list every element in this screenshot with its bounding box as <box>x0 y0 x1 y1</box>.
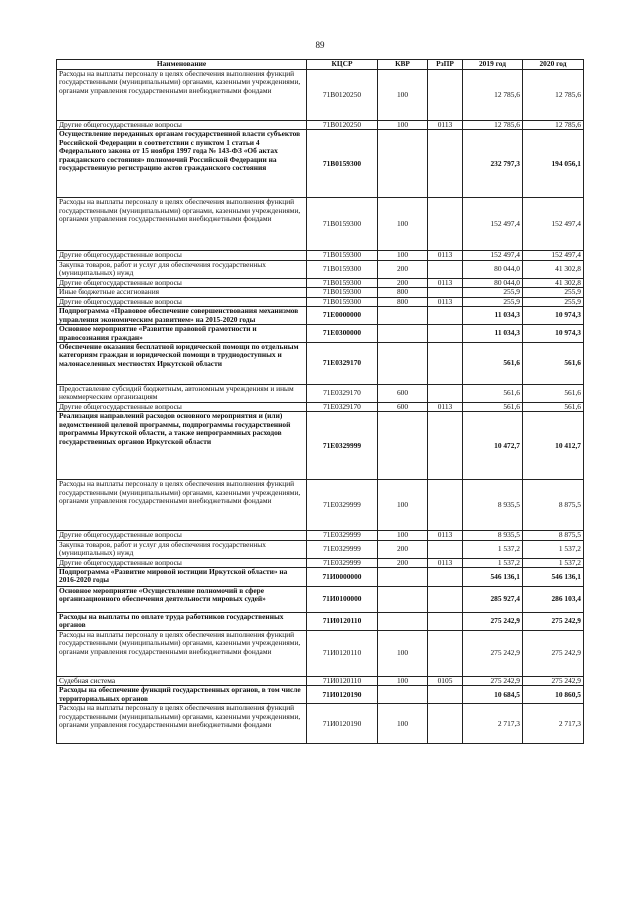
cell-code: 71В0159300 <box>307 130 378 198</box>
cell-name: Предоставление субсидий бюджетным, автономным учреждениям и иным некоммерческим организациям <box>57 384 307 402</box>
cell-name: Расходы на выплаты персоналу в целях обеспечения выполнения функций государственными (муниципальными) органами, казенными учреждениями, органами управления государственными внебюджетными фондами <box>57 198 307 251</box>
cell-code: 71И0000000 <box>307 568 378 587</box>
table-row <box>57 325 584 343</box>
table-row <box>57 631 584 677</box>
cell-v2020: 152 497,4 <box>523 198 584 251</box>
header-kvr: КВР <box>378 60 428 70</box>
table-row <box>57 412 584 480</box>
header-rzpr: РзПР <box>428 60 463 70</box>
cell-v2020: 275 242,9 <box>523 677 584 686</box>
cell-v2020: 561,6 <box>523 384 584 402</box>
table-row <box>57 198 584 251</box>
cell-kvr: 800 <box>378 297 428 306</box>
cell-kvr <box>378 325 428 343</box>
cell-name: Другие общегосударственные вопросы <box>57 558 307 567</box>
cell-kvr: 200 <box>378 558 428 567</box>
table-row <box>57 704 584 744</box>
table-row <box>57 288 584 297</box>
cell-rzpr <box>428 307 463 325</box>
cell-kvr: 100 <box>378 704 428 744</box>
cell-v2019: 561,6 <box>463 384 523 402</box>
cell-v2019: 12 785,6 <box>463 121 523 130</box>
table-row <box>57 130 584 198</box>
cell-code: 71Е0000000 <box>307 307 378 325</box>
cell-v2020: 1 537,2 <box>523 540 584 558</box>
page-number: 89 <box>315 40 325 50</box>
cell-v2020: 8 875,5 <box>523 480 584 531</box>
cell-rzpr <box>428 587 463 613</box>
cell-kvr: 600 <box>378 384 428 402</box>
cell-name: Расходы на выплаты персоналу в целях обеспечения выполнения функций государственными (муниципальными) органами, казенными учреждениями, органами управления государственными внебюджетными фондами <box>57 631 307 677</box>
cell-v2020: 10 974,3 <box>523 325 584 343</box>
cell-kvr: 600 <box>378 402 428 411</box>
cell-v2019: 80 044,0 <box>463 260 523 278</box>
cell-rzpr <box>428 384 463 402</box>
table-row <box>57 686 584 704</box>
cell-name: Другие общегосударственные вопросы <box>57 278 307 287</box>
cell-name: Основное мероприятие «Осуществление полномочий в сфере организационного обеспечения деятельности мировых судей» <box>57 587 307 613</box>
cell-v2019: 561,6 <box>463 342 523 384</box>
cell-name: Судебная система <box>57 677 307 686</box>
cell-name: Реализация направлений расходов основного мероприятия и (или) ведомственной целевой программы, подпрограммы государственной программы Иркутской области, а также непрограммных расходов государственных органов Иркутской области <box>57 412 307 480</box>
cell-code: 71В0159300 <box>307 297 378 306</box>
cell-v2020: 194 056,1 <box>523 130 584 198</box>
cell-rzpr: 0113 <box>428 558 463 567</box>
table-row <box>57 260 584 278</box>
cell-v2020: 286 103,4 <box>523 587 584 613</box>
cell-code: 71В0159300 <box>307 198 378 251</box>
cell-v2019: 285 927,4 <box>463 587 523 613</box>
cell-code: 71В0120250 <box>307 121 378 130</box>
cell-name: Расходы на выплаты по оплате труда работников государственных органов <box>57 613 307 631</box>
cell-v2020: 255,9 <box>523 288 584 297</box>
cell-rzpr <box>428 288 463 297</box>
cell-v2019: 8 935,5 <box>463 531 523 540</box>
cell-rzpr: 0113 <box>428 251 463 260</box>
cell-kvr <box>378 412 428 480</box>
cell-name: Закупка товаров, работ и услуг для обеспечения государственных (муниципальных) нужд <box>57 540 307 558</box>
table-row <box>57 540 584 558</box>
cell-kvr <box>378 307 428 325</box>
cell-kvr: 100 <box>378 631 428 677</box>
cell-v2019: 1 537,2 <box>463 558 523 567</box>
cell-v2019: 275 242,9 <box>463 677 523 686</box>
table-header-row <box>57 60 584 70</box>
cell-name: Другие общегосударственные вопросы <box>57 402 307 411</box>
cell-kvr: 200 <box>378 278 428 287</box>
header-2019: 2019 год <box>463 60 523 70</box>
cell-name: Осуществление переданных органам государственной власти субъектов Российской Федерации в соответствии с пунктом 1 статьи 4 Федерального закона от 15 ноября 1997 года № 143-ФЗ «Об актах гражданского состояния» полномочий Российской Федерации на государственную регистрацию актов гражданского состояния <box>57 130 307 198</box>
cell-v2020: 152 497,4 <box>523 251 584 260</box>
cell-code: 71Е0329170 <box>307 402 378 411</box>
cell-rzpr: 0105 <box>428 677 463 686</box>
cell-kvr: 100 <box>378 531 428 540</box>
cell-v2020: 1 537,2 <box>523 558 584 567</box>
cell-name: Расходы на выплаты персоналу в целях обеспечения выполнения функций государственными (муниципальными) органами, казенными учреждениями, органами управления государственными внебюджетными фондами <box>57 704 307 744</box>
table-row <box>57 587 584 613</box>
cell-code: 71В0159300 <box>307 288 378 297</box>
cell-name: Расходы на выплаты персоналу в целях обеспечения выполнения функций государственными (муниципальными) органами, казенными учреждениями, органами управления государственными внебюджетными фондами <box>57 70 307 121</box>
cell-name: Другие общегосударственные вопросы <box>57 251 307 260</box>
cell-v2019: 152 497,4 <box>463 198 523 251</box>
cell-rzpr: 0113 <box>428 121 463 130</box>
cell-v2020: 41 302,8 <box>523 260 584 278</box>
cell-name: Основное мероприятие «Развитие правовой грамотности и правосознания граждан» <box>57 325 307 343</box>
cell-v2019: 11 034,3 <box>463 307 523 325</box>
cell-kvr: 100 <box>378 121 428 130</box>
cell-v2019: 10 472,7 <box>463 412 523 480</box>
cell-v2019: 546 136,1 <box>463 568 523 587</box>
cell-kvr: 200 <box>378 260 428 278</box>
cell-rzpr <box>428 704 463 744</box>
cell-kvr <box>378 686 428 704</box>
cell-rzpr: 0113 <box>428 402 463 411</box>
cell-kvr: 800 <box>378 288 428 297</box>
cell-code: 71В0120250 <box>307 70 378 121</box>
cell-kvr <box>378 130 428 198</box>
table-row <box>57 613 584 631</box>
cell-code: 71Е0329999 <box>307 558 378 567</box>
cell-rzpr <box>428 686 463 704</box>
cell-v2020: 561,6 <box>523 342 584 384</box>
header-name: Наименование <box>57 60 307 70</box>
cell-code: 71Е0329999 <box>307 412 378 480</box>
cell-code: 71В0159300 <box>307 278 378 287</box>
cell-rzpr <box>428 130 463 198</box>
cell-kvr: 100 <box>378 480 428 531</box>
cell-rzpr <box>428 480 463 531</box>
cell-v2019: 11 034,3 <box>463 325 523 343</box>
cell-name: Другие общегосударственные вопросы <box>57 297 307 306</box>
cell-v2020: 275 242,9 <box>523 631 584 677</box>
cell-v2019: 80 044,0 <box>463 278 523 287</box>
cell-code: 71Е0300000 <box>307 325 378 343</box>
cell-kvr <box>378 587 428 613</box>
cell-name: Подпрограмма «Развитие мировой юстиции Иркутской области» на 2016-2020 годы <box>57 568 307 587</box>
cell-code: 71И0120190 <box>307 704 378 744</box>
cell-v2020: 2 717,3 <box>523 704 584 744</box>
cell-name: Расходы на обеспечение функций государственных органов, в том числе территориальных органов <box>57 686 307 704</box>
header-kcsr: КЦСР <box>307 60 378 70</box>
table-row <box>57 70 584 121</box>
table-row <box>57 480 584 531</box>
cell-name: Другие общегосударственные вопросы <box>57 121 307 130</box>
cell-rzpr: 0113 <box>428 531 463 540</box>
cell-code: 71И0120190 <box>307 686 378 704</box>
table-row <box>57 384 584 402</box>
cell-v2019: 275 242,9 <box>463 631 523 677</box>
cell-rzpr <box>428 198 463 251</box>
cell-v2019: 8 935,5 <box>463 480 523 531</box>
cell-code: 71Е0329170 <box>307 342 378 384</box>
cell-v2020: 8 875,5 <box>523 531 584 540</box>
budget-table <box>56 59 584 744</box>
cell-v2020: 10 860,5 <box>523 686 584 704</box>
cell-code: 71В0159300 <box>307 251 378 260</box>
cell-v2020: 546 136,1 <box>523 568 584 587</box>
cell-v2019: 152 497,4 <box>463 251 523 260</box>
cell-rzpr <box>428 70 463 121</box>
cell-v2019: 1 537,2 <box>463 540 523 558</box>
cell-name: Иные бюджетные ассигнования <box>57 288 307 297</box>
table-row <box>57 568 584 587</box>
cell-rzpr <box>428 613 463 631</box>
cell-v2020: 41 302,8 <box>523 278 584 287</box>
cell-code: 71И0120110 <box>307 613 378 631</box>
cell-code: 71Е0329999 <box>307 540 378 558</box>
header-2020: 2020 год <box>523 60 584 70</box>
cell-v2020: 255,9 <box>523 297 584 306</box>
cell-v2019: 275 242,9 <box>463 613 523 631</box>
cell-name: Расходы на выплаты персоналу в целях обеспечения выполнения функций государственными (муниципальными) органами, казенными учреждениями, органами управления государственными внебюджетными фондами <box>57 480 307 531</box>
cell-v2020: 275 242,9 <box>523 613 584 631</box>
cell-v2020: 561,6 <box>523 402 584 411</box>
cell-v2020: 10 412,7 <box>523 412 584 480</box>
cell-rzpr <box>428 342 463 384</box>
cell-v2019: 2 717,3 <box>463 704 523 744</box>
table-body <box>57 70 584 744</box>
cell-code: 71И0120110 <box>307 677 378 686</box>
cell-kvr: 100 <box>378 198 428 251</box>
cell-code: 71И0100000 <box>307 587 378 613</box>
cell-name: Другие общегосударственные вопросы <box>57 531 307 540</box>
cell-rzpr <box>428 631 463 677</box>
cell-kvr <box>378 613 428 631</box>
cell-rzpr: 0113 <box>428 297 463 306</box>
cell-v2019: 12 785,6 <box>463 70 523 121</box>
table-row <box>57 307 584 325</box>
cell-v2019: 10 684,5 <box>463 686 523 704</box>
cell-rzpr <box>428 412 463 480</box>
cell-rzpr <box>428 260 463 278</box>
cell-rzpr <box>428 540 463 558</box>
cell-code: 71И0120110 <box>307 631 378 677</box>
cell-kvr: 100 <box>378 677 428 686</box>
cell-kvr: 100 <box>378 251 428 260</box>
table-row <box>57 342 584 384</box>
cell-kvr: 200 <box>378 540 428 558</box>
cell-v2019: 255,9 <box>463 288 523 297</box>
table-row <box>57 251 584 260</box>
cell-rzpr <box>428 325 463 343</box>
table-row <box>57 531 584 540</box>
cell-kvr <box>378 568 428 587</box>
cell-v2019: 255,9 <box>463 297 523 306</box>
cell-name: Обеспечение оказания бесплатной юридической помощи по отдельным категориям граждан и юридической помощи в труднодоступных и малонаселенных местностях Иркутской области <box>57 342 307 384</box>
cell-name: Подпрограмма «Правовое обеспечение совершенствования механизмов управления экономическим развитием» на 2015-2020 годы <box>57 307 307 325</box>
cell-code: 71В0159300 <box>307 260 378 278</box>
cell-v2019: 232 797,3 <box>463 130 523 198</box>
cell-rzpr: 0113 <box>428 278 463 287</box>
cell-code: 71Е0329999 <box>307 531 378 540</box>
cell-rzpr <box>428 568 463 587</box>
cell-v2020: 12 785,6 <box>523 121 584 130</box>
cell-kvr <box>378 342 428 384</box>
cell-v2020: 10 974,3 <box>523 307 584 325</box>
cell-kvr: 100 <box>378 70 428 121</box>
cell-v2019: 561,6 <box>463 402 523 411</box>
cell-code: 71Е0329170 <box>307 384 378 402</box>
cell-name: Закупка товаров, работ и услуг для обеспечения государственных (муниципальных) нужд <box>57 260 307 278</box>
cell-code: 71Е0329999 <box>307 480 378 531</box>
cell-v2020: 12 785,6 <box>523 70 584 121</box>
